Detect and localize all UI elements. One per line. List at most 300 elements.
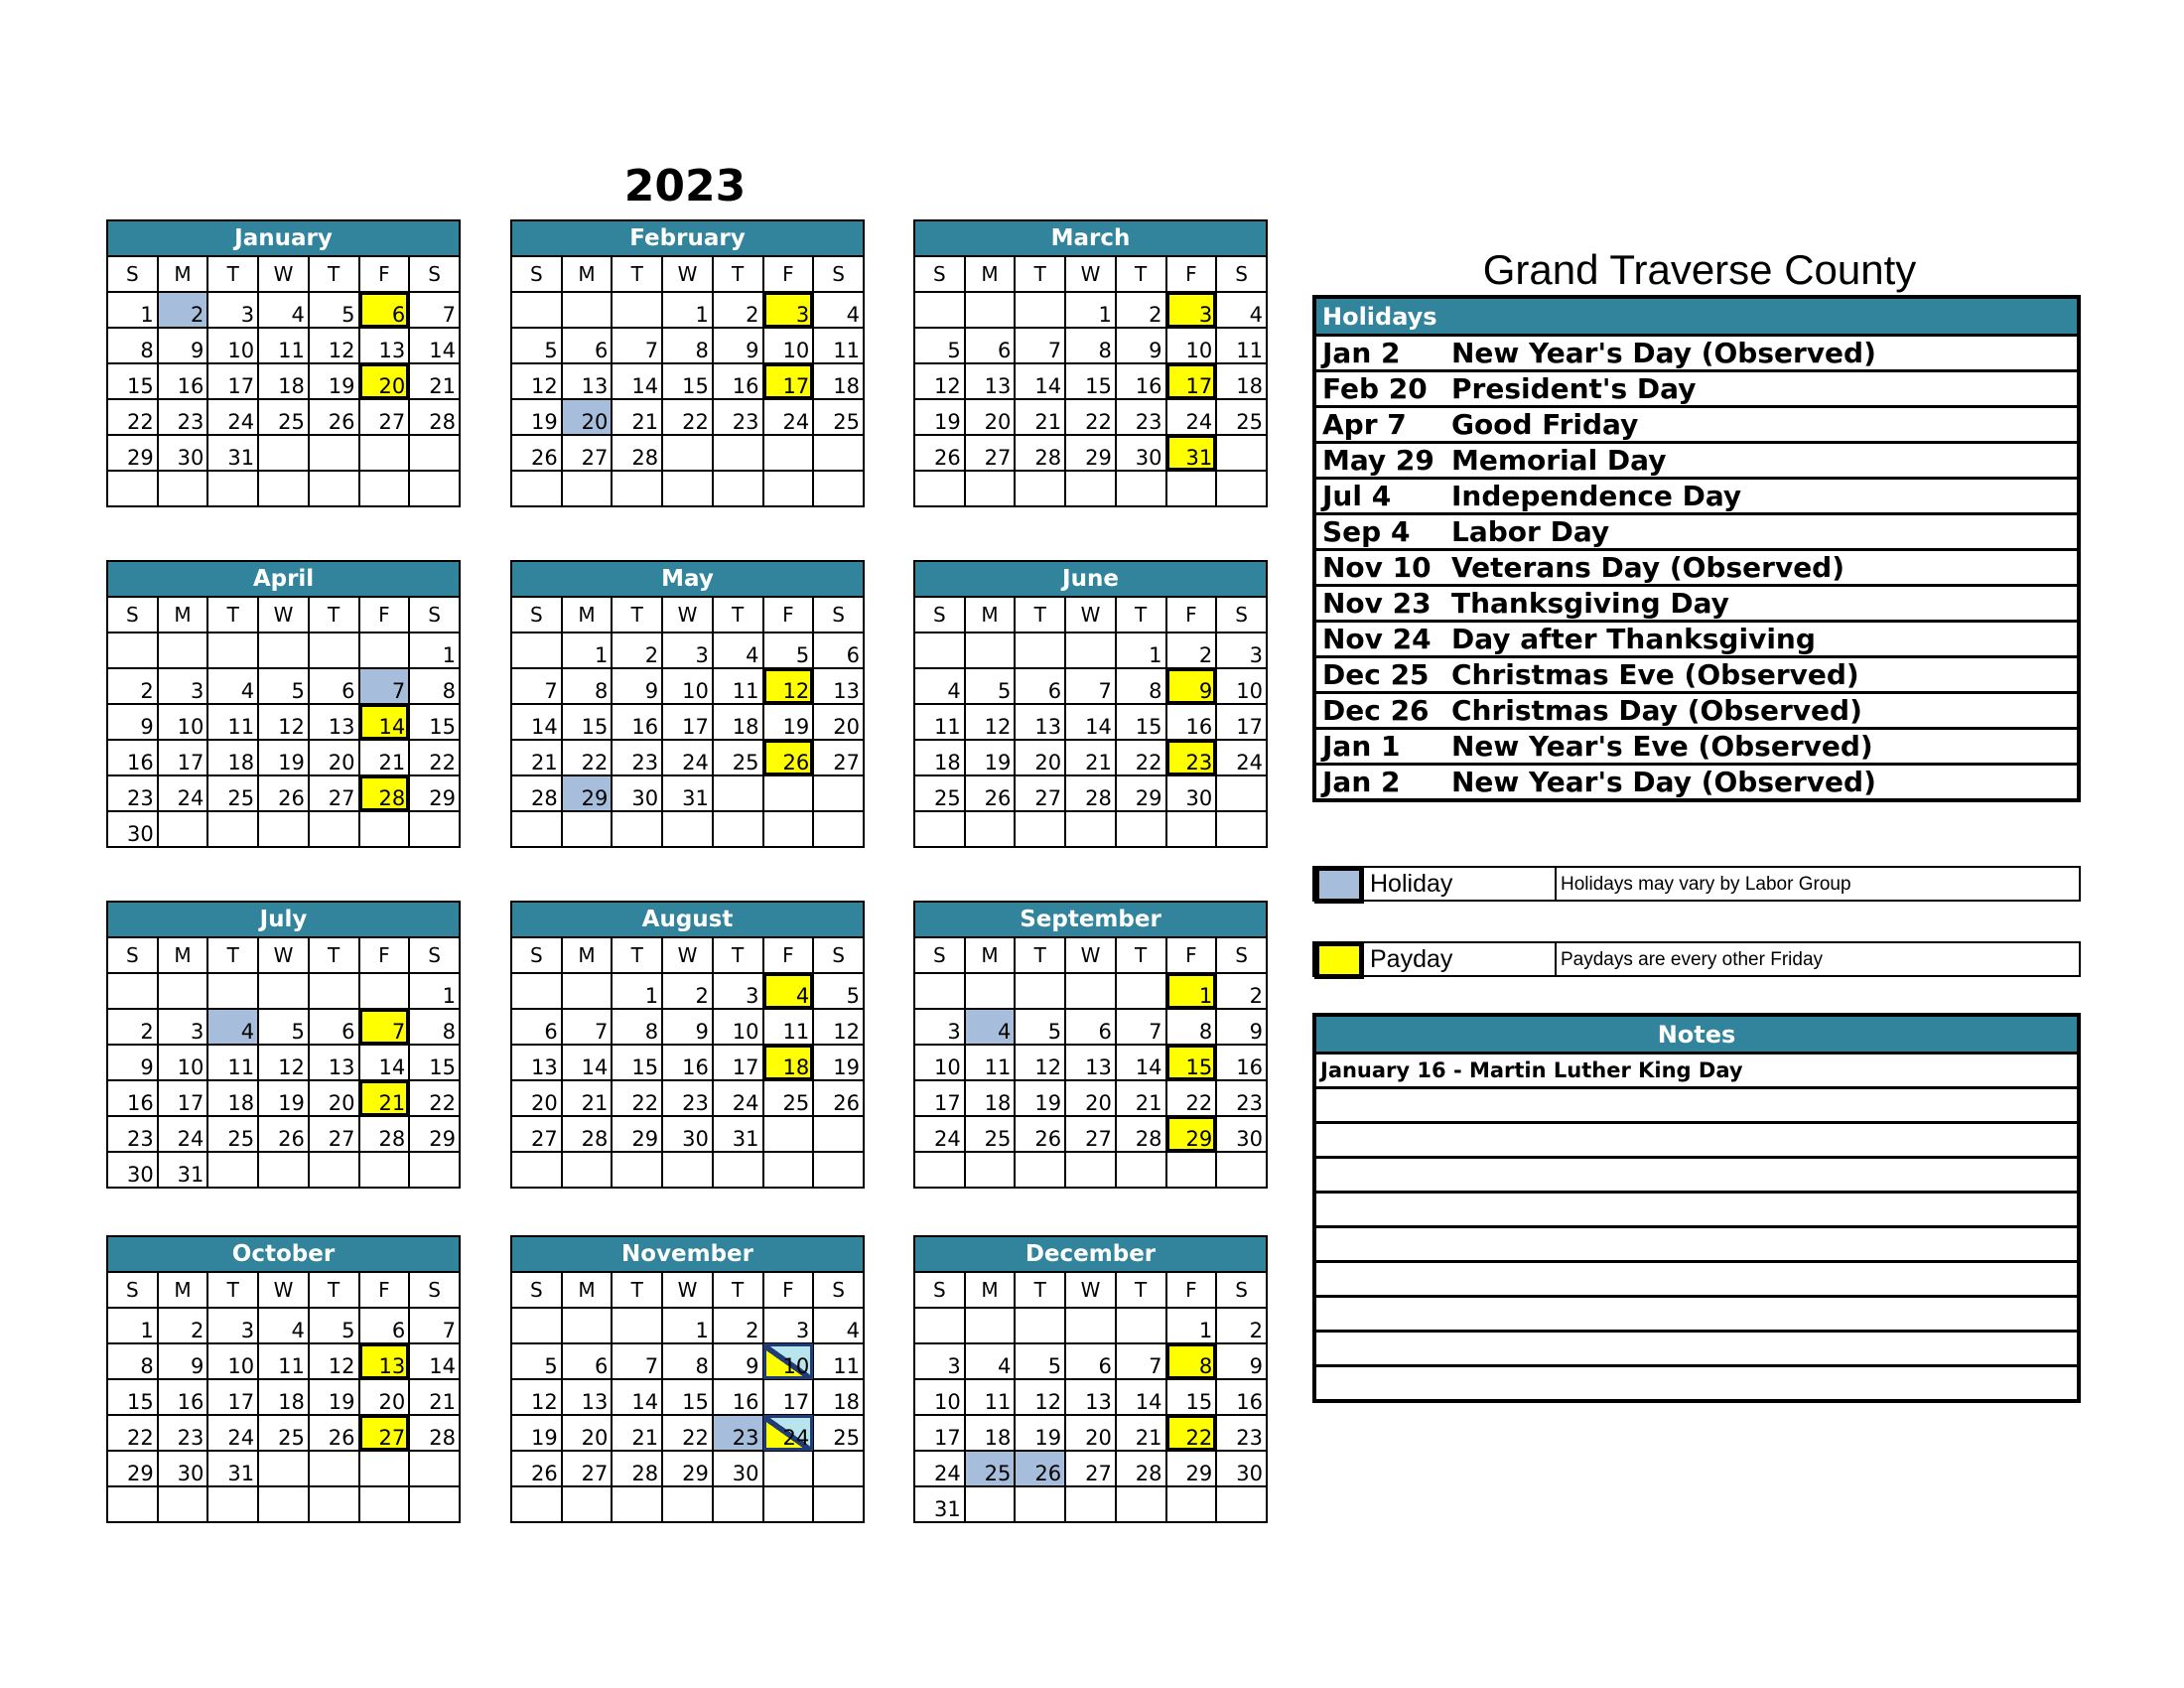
day-cell: 20 [309, 1080, 359, 1116]
empty-cell [258, 1152, 309, 1188]
empty-cell [107, 633, 158, 668]
day-cell: 12 [1015, 1045, 1065, 1080]
day-cell: 20 [1065, 1080, 1116, 1116]
day-cell: 21 [1116, 1415, 1166, 1451]
weekday-header: M [965, 937, 1016, 973]
day-cell: 18 [207, 1080, 258, 1116]
note-row: January 16 - Martin Luther King Day [1314, 1054, 2079, 1088]
empty-cell [309, 471, 359, 506]
day-cell: 30 [158, 435, 208, 471]
day-cell: 10 [914, 1379, 965, 1415]
empty-cell [965, 1152, 1016, 1188]
day-cell: 15 [107, 363, 158, 399]
weekday-header: S [914, 597, 965, 633]
day-cell: 23 [1216, 1080, 1267, 1116]
day-cell: 9 [158, 1343, 208, 1379]
note-row [1314, 1332, 2079, 1366]
weekday-header: W [258, 256, 309, 292]
empty-cell [813, 1451, 864, 1486]
empty-cell [1015, 471, 1065, 506]
day-cell: 13 [562, 363, 613, 399]
day-cell: 24 [914, 1451, 965, 1486]
day-cell: 7 [359, 668, 410, 704]
day-cell: 2 [107, 668, 158, 704]
day-cell: 17 [158, 740, 208, 775]
day-cell: 25 [763, 1080, 814, 1116]
day-cell: 27 [511, 1116, 562, 1152]
empty-cell [562, 471, 613, 506]
day-cell: 18 [914, 740, 965, 775]
day-cell: 7 [1116, 1009, 1166, 1045]
day-cell: 17 [1166, 363, 1217, 399]
day-cell: 3 [713, 973, 763, 1009]
day-cell: 3 [1166, 292, 1217, 328]
day-cell: 14 [562, 1045, 613, 1080]
empty-cell [713, 471, 763, 506]
empty-cell [1216, 435, 1267, 471]
day-cell: 21 [562, 1080, 613, 1116]
day-cell: 5 [965, 668, 1016, 704]
day-cell: 11 [965, 1379, 1016, 1415]
day-cell: 11 [258, 1343, 309, 1379]
weekday-header: F [763, 937, 814, 973]
holiday-date: Jan 1 [1322, 730, 1401, 763]
day-cell: 10 [713, 1009, 763, 1045]
day-cell: 12 [914, 363, 965, 399]
day-cell: 30 [1216, 1116, 1267, 1152]
weekday-header: S [1216, 256, 1267, 292]
day-cell: 25 [914, 775, 965, 811]
day-cell: 27 [1065, 1116, 1116, 1152]
empty-cell [713, 435, 763, 471]
day-cell: 10 [207, 1343, 258, 1379]
empty-cell [158, 471, 208, 506]
empty-cell [763, 1116, 814, 1152]
empty-cell [914, 633, 965, 668]
empty-cell [713, 811, 763, 847]
day-cell: 12 [1015, 1379, 1065, 1415]
day-cell: 25 [813, 1415, 864, 1451]
weekday-header: W [662, 1272, 713, 1308]
holiday-name: Memorial Day [1451, 444, 1667, 477]
empty-cell [107, 1486, 158, 1522]
day-cell: 6 [1015, 668, 1065, 704]
day-cell: 9 [158, 328, 208, 363]
empty-cell [1015, 1152, 1065, 1188]
weekday-header: F [763, 597, 814, 633]
day-cell: 17 [207, 1379, 258, 1415]
weekday-header: S [1216, 1272, 1267, 1308]
weekday-header: M [562, 1272, 613, 1308]
weekday-header: W [662, 597, 713, 633]
weekday-header: T [1116, 256, 1166, 292]
empty-cell [359, 973, 410, 1009]
day-cell: 12 [965, 704, 1016, 740]
empty-cell [207, 1486, 258, 1522]
day-cell: 20 [562, 1415, 613, 1451]
empty-cell [359, 633, 410, 668]
empty-cell [1166, 1486, 1217, 1522]
weekday-header: S [409, 256, 460, 292]
day-cell: 27 [1015, 775, 1065, 811]
day-cell: 29 [409, 775, 460, 811]
legend-holiday-label: Holiday [1370, 870, 1453, 898]
day-cell: 16 [713, 1379, 763, 1415]
month-name: November [511, 1236, 864, 1272]
weekday-header: W [258, 1272, 309, 1308]
empty-cell [763, 1486, 814, 1522]
weekday-header: T [309, 597, 359, 633]
weekday-header: T [309, 1272, 359, 1308]
day-cell: 3 [158, 1009, 208, 1045]
day-cell: 28 [612, 1451, 662, 1486]
weekday-header: T [713, 1272, 763, 1308]
holiday-row [1314, 693, 2079, 729]
weekday-header: M [965, 1272, 1016, 1308]
day-cell: 2 [1166, 633, 1217, 668]
day-cell: 13 [359, 328, 410, 363]
empty-cell [1166, 1152, 1217, 1188]
day-cell: 23 [158, 1415, 208, 1451]
empty-cell [258, 471, 309, 506]
day-cell: 31 [713, 1116, 763, 1152]
empty-cell [409, 1486, 460, 1522]
day-cell: 25 [813, 399, 864, 435]
notes-table [1312, 1013, 2081, 1403]
day-cell: 8 [612, 1009, 662, 1045]
day-cell: 13 [309, 1045, 359, 1080]
empty-cell [1065, 1486, 1116, 1522]
day-cell: 26 [763, 740, 814, 775]
empty-cell [965, 973, 1016, 1009]
day-cell: 8 [662, 328, 713, 363]
weekday-header: F [359, 256, 410, 292]
empty-cell [1166, 471, 1217, 506]
empty-cell [612, 292, 662, 328]
day-cell: 26 [813, 1080, 864, 1116]
empty-cell [309, 1486, 359, 1522]
day-cell: 3 [1216, 633, 1267, 668]
day-cell: 19 [511, 1415, 562, 1451]
day-cell: 23 [158, 399, 208, 435]
empty-cell [258, 435, 309, 471]
day-cell: 7 [1116, 1343, 1166, 1379]
day-cell: 23 [107, 1116, 158, 1152]
day-cell: 2 [1216, 973, 1267, 1009]
day-cell: 26 [914, 435, 965, 471]
day-cell: 3 [763, 292, 814, 328]
day-cell: 14 [1116, 1379, 1166, 1415]
day-cell: 1 [1166, 973, 1217, 1009]
weekday-header: W [258, 937, 309, 973]
weekday-header: M [562, 256, 613, 292]
day-cell: 3 [763, 1308, 814, 1343]
day-cell: 20 [1065, 1415, 1116, 1451]
day-cell: 30 [713, 1451, 763, 1486]
day-cell: 16 [158, 1379, 208, 1415]
weekday-header: F [359, 1272, 410, 1308]
day-cell: 1 [1065, 292, 1116, 328]
day-cell: 20 [813, 704, 864, 740]
weekday-header: S [511, 597, 562, 633]
holiday-name: New Year's Day (Observed) [1451, 337, 1876, 369]
weekday-header: S [409, 597, 460, 633]
month-april [106, 560, 461, 848]
empty-cell [713, 1152, 763, 1188]
day-cell: 26 [258, 775, 309, 811]
day-cell: 19 [309, 1379, 359, 1415]
empty-cell [409, 471, 460, 506]
day-cell: 7 [409, 292, 460, 328]
empty-cell [914, 471, 965, 506]
day-cell: 26 [1015, 1451, 1065, 1486]
day-cell: 25 [207, 775, 258, 811]
day-cell: 8 [562, 668, 613, 704]
day-cell: 16 [107, 740, 158, 775]
weekday-header: M [562, 937, 613, 973]
empty-cell [1065, 471, 1116, 506]
day-cell: 5 [258, 668, 309, 704]
day-cell: 9 [713, 328, 763, 363]
day-cell: 14 [359, 704, 410, 740]
holiday-date: Nov 23 [1322, 587, 1432, 620]
day-cell: 23 [1116, 399, 1166, 435]
legend-payday-label: Payday [1370, 945, 1453, 973]
day-cell: 8 [409, 668, 460, 704]
empty-cell [309, 435, 359, 471]
day-cell: 27 [359, 1415, 410, 1451]
day-cell: 29 [409, 1116, 460, 1152]
day-cell: 15 [107, 1379, 158, 1415]
day-cell: 18 [813, 363, 864, 399]
day-cell: 2 [612, 633, 662, 668]
day-cell: 29 [612, 1116, 662, 1152]
empty-cell [813, 471, 864, 506]
day-cell: 24 [207, 399, 258, 435]
day-cell: 30 [158, 1451, 208, 1486]
day-cell: 5 [258, 1009, 309, 1045]
empty-cell [965, 1486, 1016, 1522]
day-cell: 25 [258, 399, 309, 435]
holiday-date: Sep 4 [1322, 515, 1411, 548]
weekday-header: S [107, 597, 158, 633]
weekday-header: T [207, 937, 258, 973]
empty-cell [965, 471, 1016, 506]
holiday-row [1314, 443, 2079, 479]
holiday-row [1314, 729, 2079, 765]
day-cell: 27 [562, 1451, 613, 1486]
day-cell: 18 [258, 1379, 309, 1415]
empty-cell [258, 973, 309, 1009]
note-row [1314, 1193, 2079, 1227]
day-cell: 16 [158, 363, 208, 399]
day-cell: 8 [107, 328, 158, 363]
day-cell: 16 [1166, 704, 1217, 740]
holiday-date: Jul 4 [1322, 480, 1392, 512]
empty-cell [763, 1152, 814, 1188]
day-cell: 11 [763, 1009, 814, 1045]
day-cell: 17 [207, 363, 258, 399]
empty-cell [409, 1152, 460, 1188]
day-cell: 7 [409, 1308, 460, 1343]
month-december [913, 1235, 1268, 1523]
empty-cell [511, 633, 562, 668]
holiday-row [1314, 479, 2079, 514]
day-cell: 11 [207, 1045, 258, 1080]
month-october [106, 1235, 461, 1523]
day-cell: 30 [662, 1116, 713, 1152]
day-cell: 24 [662, 740, 713, 775]
day-cell: 5 [511, 1343, 562, 1379]
empty-cell [662, 435, 713, 471]
day-cell: 29 [1116, 775, 1166, 811]
holiday-name: President's Day [1451, 372, 1697, 405]
holidays-table [1312, 295, 2081, 802]
day-cell: 16 [107, 1080, 158, 1116]
day-cell: 30 [107, 1152, 158, 1188]
day-cell: 17 [713, 1045, 763, 1080]
day-cell: 15 [1065, 363, 1116, 399]
day-cell: 27 [1065, 1451, 1116, 1486]
month-name: May [511, 561, 864, 597]
day-cell: 27 [813, 740, 864, 775]
day-cell: 24 [713, 1080, 763, 1116]
day-cell: 3 [207, 292, 258, 328]
month-name: June [914, 561, 1267, 597]
month-may [510, 560, 865, 848]
day-cell: 13 [359, 1343, 410, 1379]
day-cell: 4 [763, 973, 814, 1009]
holiday-date: Dec 26 [1322, 694, 1430, 727]
day-cell: 21 [1065, 740, 1116, 775]
day-cell: 13 [1065, 1045, 1116, 1080]
legend-payday [1312, 941, 2081, 977]
day-cell: 10 [763, 328, 814, 363]
month-name: September [914, 902, 1267, 937]
day-cell: 1 [562, 633, 613, 668]
day-cell: 31 [662, 775, 713, 811]
day-cell: 27 [309, 775, 359, 811]
month-name: April [107, 561, 460, 597]
day-cell: 7 [1065, 668, 1116, 704]
day-cell: 14 [359, 1045, 410, 1080]
day-cell: 22 [1166, 1080, 1217, 1116]
weekday-header: S [511, 937, 562, 973]
day-cell: 21 [409, 363, 460, 399]
day-cell: 24 [207, 1415, 258, 1451]
empty-cell [258, 1451, 309, 1486]
day-cell: 15 [409, 704, 460, 740]
weekday-header: S [511, 256, 562, 292]
empty-cell [612, 1152, 662, 1188]
day-cell: 17 [158, 1080, 208, 1116]
day-cell: 8 [107, 1343, 158, 1379]
holiday-name: Independence Day [1451, 480, 1742, 512]
empty-cell [1216, 1486, 1267, 1522]
weekday-header: T [1015, 1272, 1065, 1308]
day-cell: 6 [1065, 1343, 1116, 1379]
day-cell: 24 [1166, 399, 1217, 435]
empty-cell [158, 973, 208, 1009]
day-cell: 22 [1116, 740, 1166, 775]
holiday-name: Labor Day [1451, 515, 1610, 548]
weekday-header: M [158, 937, 208, 973]
day-cell: 9 [713, 1343, 763, 1379]
day-cell: 11 [713, 668, 763, 704]
weekday-header: T [1015, 937, 1065, 973]
day-cell: 6 [359, 1308, 410, 1343]
day-cell: 1 [1166, 1308, 1217, 1343]
day-cell: 9 [1116, 328, 1166, 363]
day-cell: 14 [612, 363, 662, 399]
weekday-header: F [359, 597, 410, 633]
day-cell: 11 [965, 1045, 1016, 1080]
day-cell: 19 [258, 740, 309, 775]
day-cell: 22 [612, 1080, 662, 1116]
day-cell: 11 [1216, 328, 1267, 363]
day-cell: 6 [1065, 1009, 1116, 1045]
weekday-header: T [207, 256, 258, 292]
day-cell: 1 [662, 1308, 713, 1343]
day-cell: 7 [612, 328, 662, 363]
notes-header: Notes [1314, 1015, 2079, 1054]
day-cell: 19 [511, 399, 562, 435]
empty-cell [1116, 1486, 1166, 1522]
day-cell: 5 [309, 292, 359, 328]
day-cell: 30 [612, 775, 662, 811]
day-cell: 18 [813, 1379, 864, 1415]
day-cell: 13 [1065, 1379, 1116, 1415]
month-august [510, 901, 865, 1189]
day-cell: 23 [713, 399, 763, 435]
month-march [913, 219, 1268, 507]
day-cell: 10 [914, 1045, 965, 1080]
day-cell: 21 [1015, 399, 1065, 435]
day-cell: 3 [158, 668, 208, 704]
day-cell: 20 [359, 363, 410, 399]
empty-cell [1216, 471, 1267, 506]
month-july [106, 901, 461, 1189]
empty-cell [965, 1308, 1016, 1343]
empty-cell [409, 435, 460, 471]
day-cell: 5 [1015, 1343, 1065, 1379]
empty-cell [1015, 292, 1065, 328]
day-cell: 29 [107, 1451, 158, 1486]
day-cell: 16 [1116, 363, 1166, 399]
empty-cell [763, 435, 814, 471]
day-cell: 21 [359, 740, 410, 775]
day-cell: 31 [1166, 435, 1217, 471]
month-name: August [511, 902, 864, 937]
empty-cell [612, 811, 662, 847]
empty-cell [409, 1451, 460, 1486]
day-cell: 29 [562, 775, 613, 811]
day-cell: 21 [359, 1080, 410, 1116]
holiday-date: Dec 25 [1322, 658, 1430, 691]
day-cell: 22 [107, 399, 158, 435]
day-cell: 7 [511, 668, 562, 704]
day-cell: 28 [562, 1116, 613, 1152]
holiday-row [1314, 765, 2079, 801]
empty-cell [813, 775, 864, 811]
empty-cell [511, 973, 562, 1009]
day-cell: 22 [1166, 1415, 1217, 1451]
day-cell: 26 [511, 1451, 562, 1486]
day-cell: 16 [1216, 1379, 1267, 1415]
empty-cell [662, 1152, 713, 1188]
empty-cell [158, 811, 208, 847]
holiday-date: Jan 2 [1322, 766, 1401, 798]
